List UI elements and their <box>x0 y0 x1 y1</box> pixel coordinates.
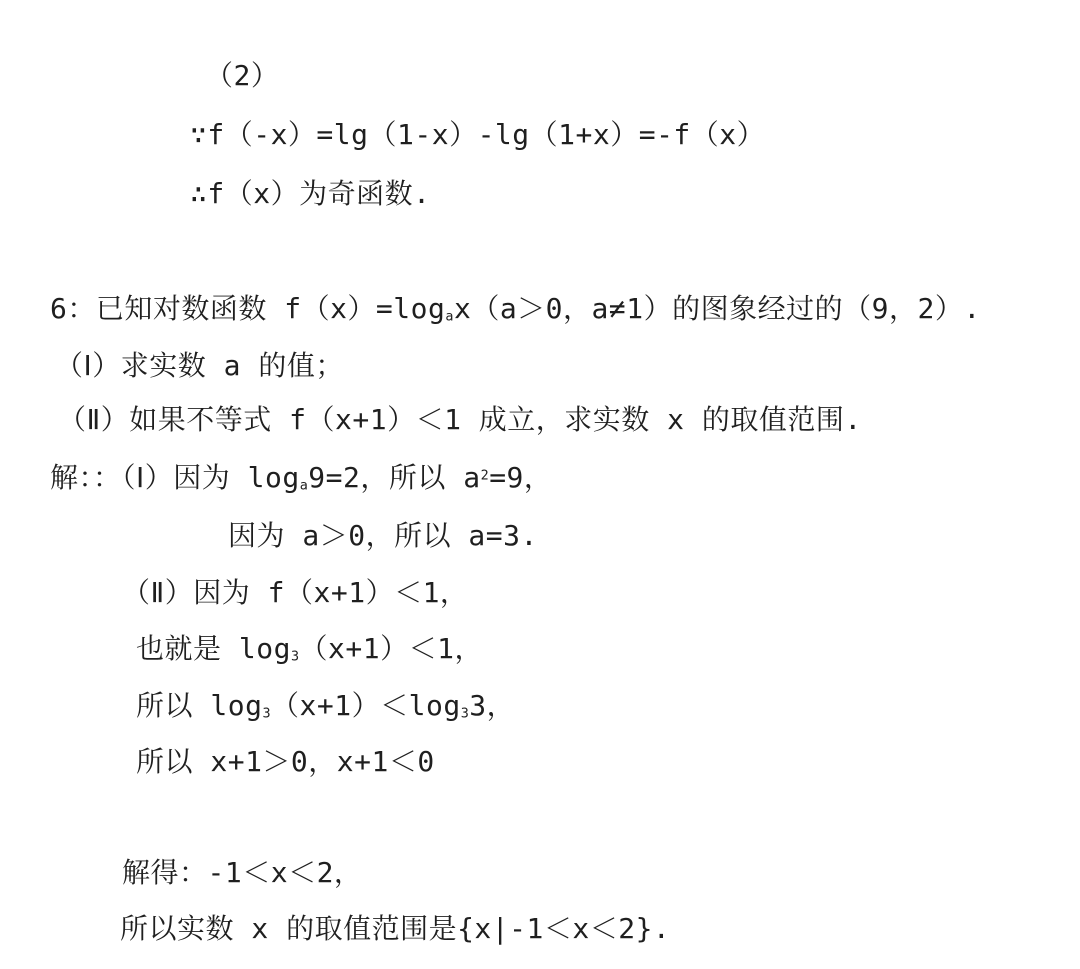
superscript: 2 <box>480 468 490 484</box>
line-part-ii-log-form <box>136 631 483 667</box>
line-part-2-label <box>205 58 279 94</box>
line-part-i-question <box>55 348 344 384</box>
subscript: a <box>445 309 454 325</box>
line-part-ii-question <box>58 402 862 438</box>
subscript: a <box>299 478 309 494</box>
text-segment: 解得：-1＜x＜2， <box>122 856 363 889</box>
text-segment: （Ⅰ）求实数 a 的值； <box>55 349 344 382</box>
text-segment: 解：：（Ⅰ）因为 log <box>50 461 300 494</box>
text-segment: （Ⅱ）因为 f（x+1）＜1， <box>122 576 469 609</box>
line-solution-a-equals-3 <box>228 518 538 554</box>
text-segment: 3， <box>469 689 516 722</box>
line-part-ii-because <box>122 575 468 611</box>
text-segment: ∵f（-x）=lg（1-x）-lg（1+x）=-f（x） <box>190 118 766 151</box>
line-odd-function-proof <box>190 117 765 153</box>
text-segment: 所以 log <box>136 689 263 722</box>
line-part-ii-log-compare <box>136 688 515 724</box>
text-segment: 因为 a＞0，所以 a=3. <box>228 519 538 552</box>
subscript: 3 <box>460 706 470 722</box>
text-segment: 9=2，所以 a <box>308 461 481 494</box>
line-solution-part-i <box>50 460 552 496</box>
line-conclusion-x-range <box>120 911 670 947</box>
text-segment: ∴f（x）为奇函数. <box>190 177 431 210</box>
text-segment: （x+1）＜1， <box>299 632 483 665</box>
text-segment: 所以实数 x 的取值范围是{x|-1＜x＜2}. <box>120 912 671 945</box>
line-part-ii-inequalities <box>136 744 435 780</box>
line-problem-6 <box>50 291 981 327</box>
line-solution-x-range <box>122 855 362 891</box>
text-segment: （2） <box>205 59 280 92</box>
line-odd-function-conclusion <box>190 176 430 212</box>
text-segment: x（a＞0，a≠1）的图象经过的（9，2）. <box>453 292 981 325</box>
subscript: 3 <box>262 706 272 722</box>
subscript: 3 <box>290 649 300 665</box>
text-segment: （Ⅱ）如果不等式 f（x+1）＜1 成立，求实数 x 的取值范围. <box>58 403 862 436</box>
text-segment: 6：已知对数函数 f（x）=log <box>50 292 446 325</box>
text-segment: 也就是 log <box>136 632 291 665</box>
text-segment: =9， <box>489 461 553 494</box>
text-segment: （x+1）＜log <box>271 689 461 722</box>
text-segment: 所以 x+1＞0，x+1＜0 <box>136 745 435 778</box>
